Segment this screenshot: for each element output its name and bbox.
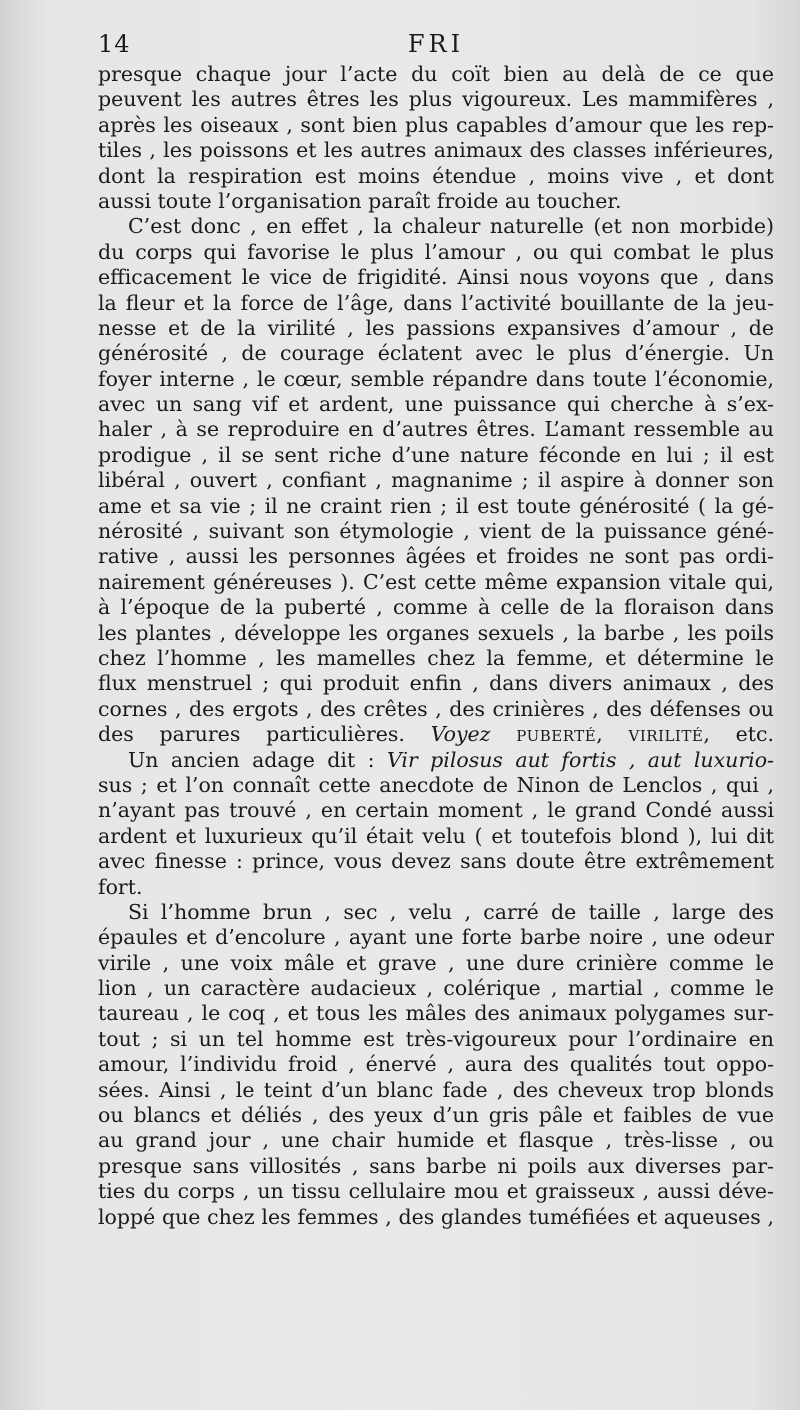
text-line: du corps qui favorise le plus l’amour , ou qui combat le plus	[98, 239, 774, 264]
text-line: loppé que chez les femmes , des glandes tuméfiées et aqueuses ,	[98, 1204, 774, 1229]
text-line: peuvent les autres êtres les plus vigoureux. Les mammifères ,	[98, 87, 774, 112]
text-line: ou blancs et déliés , des yeux d’un gris pâle et faibles de vue	[98, 1103, 774, 1128]
text-line: générosité , de courage éclatent avec le plus d’énergie. Un	[98, 341, 774, 366]
paragraph-start-line: C’est donc , en effet , la chaleur naturelle (et non morbide)	[128, 214, 774, 239]
text-line: les plantes , développe les organes sexuels , la barbe , les poils	[98, 620, 774, 645]
text-line: flux menstruel ; qui produit enfin , dans divers animaux , des	[98, 671, 774, 696]
text-line: n’ayant pas trouvé , en certain moment , le grand Condé aussi	[98, 798, 774, 823]
text-line: ame et sa vie ; il ne craint rien ; il est toute générosité ( la gé-	[98, 493, 774, 518]
text-line: foyer interne , le cœur, semble répandre dans toute l’économie,	[98, 366, 774, 391]
text-line: presque chaque jour l’acte du coït bien au delà de ce que	[98, 62, 774, 86]
ref-separator: ,	[596, 722, 603, 747]
text-line: nérosité , suivant son étymologie , vient de la puissance géné-	[98, 519, 774, 544]
cross-reference-puberte: PUBERTÉ	[516, 727, 597, 746]
text-line: avec finesse : prince, vous devez sans doute être extrêmement	[98, 849, 774, 874]
text-line: épaules et d’encolure , ayant une forte barbe noire , une odeur	[98, 925, 774, 950]
voyez-italic: Voyez	[430, 722, 491, 747]
text-line: amour, l’individu froid , énervé , aura des qualités tout oppo-	[98, 1052, 774, 1077]
text-line: nesse et de la virilité , les passions expansives d’amour , de	[98, 315, 774, 340]
body-text	[98, 62, 774, 1230]
paragraph-start-line: Si l’homme brun , sec , velu , carré de taille , large des	[128, 899, 774, 924]
ref-end: , etc.	[703, 722, 774, 747]
text-fragment: Un ancien adage dit :	[128, 747, 375, 772]
text-line: ardent et luxurieux qu’il était velu ( et toutefois blond ), lui dit	[98, 823, 774, 848]
text-line: nairement généreuses ). C’est cette même expansion vitale qui,	[98, 569, 774, 594]
latin-adage: Vir pilosus aut fortis , aut luxurio-	[386, 747, 774, 772]
text-line: au grand jour , une chair humide et flasque , très-lisse , ou	[98, 1128, 774, 1153]
text-line: libéral , ouvert , confiant , magnanime ; il aspire à donner son	[98, 468, 774, 493]
running-head: FRI	[407, 30, 465, 58]
text-line: fort.	[98, 874, 143, 899]
text-line: sées. Ainsi , le teint d’un blanc fade , des cheveux trop blonds	[98, 1077, 774, 1102]
text-line: cornes , des ergots , des crêtes , des crinières , des défenses ou	[98, 696, 774, 721]
text-line: ties du corps , un tissu cellulaire mou et graisseux , aussi déve-	[98, 1179, 774, 1204]
text-line: efficacement le vice de frigidité. Ainsi nous voyons que , dans	[98, 265, 774, 290]
text-line: taureau , le coq , et tous les mâles des animaux polygames sur-	[98, 1001, 774, 1026]
text-line: tout ; si un tel homme est très-vigoureux pour l’ordinaire en	[98, 1026, 774, 1051]
page-header	[98, 30, 774, 60]
text-line: dont la respiration est moins étendue , moins vive , et dont	[98, 163, 774, 188]
text-line: haler , à se reproduire en d’autres êtres. L’amant ressemble au	[98, 417, 774, 442]
text-line: presque sans villosités , sans barbe ni poils aux diverses par-	[98, 1153, 774, 1178]
paragraph-start-line	[98, 748, 774, 773]
text-line-with-references	[98, 722, 774, 747]
text-line: après les oiseaux , sont bien plus capables d’amour que les rep-	[98, 112, 774, 137]
text-line: aussi toute l’organisation paraît froide au toucher.	[98, 188, 622, 213]
text-line: rative , aussi les personnes âgées et froides ne sont pas ordi-	[98, 544, 774, 569]
text-line: à l’époque de la puberté , comme à celle de la floraison dans	[98, 595, 774, 620]
cross-reference-virilite: VIRILITÉ	[628, 727, 704, 746]
text-line: virile , une voix mâle et grave , une dure crinière comme le	[98, 950, 774, 975]
text-line: tiles , les poissons et les autres animaux des classes inférieures,	[98, 138, 774, 163]
text-fragment: des parures particulières.	[98, 722, 405, 747]
text-line: sus ; et l’on connaît cette anecdote de Ninon de Lenclos , qui ,	[98, 772, 774, 797]
text-line: prodigue , il se sent riche d’une nature féconde en lui ; il est	[98, 442, 774, 467]
text-line: lion , un caractère audacieux , colérique , martial , comme le	[98, 976, 774, 1001]
text-line: la fleur et la force de l’âge, dans l’activité bouillante de la jeu-	[98, 290, 774, 315]
page-number: 14	[98, 30, 131, 58]
text-line: chez l’homme , les mamelles chez la femme, et détermine le	[98, 645, 774, 670]
text-line: avec un sang vif et ardent, une puissance qui cherche à s’ex-	[98, 392, 774, 417]
